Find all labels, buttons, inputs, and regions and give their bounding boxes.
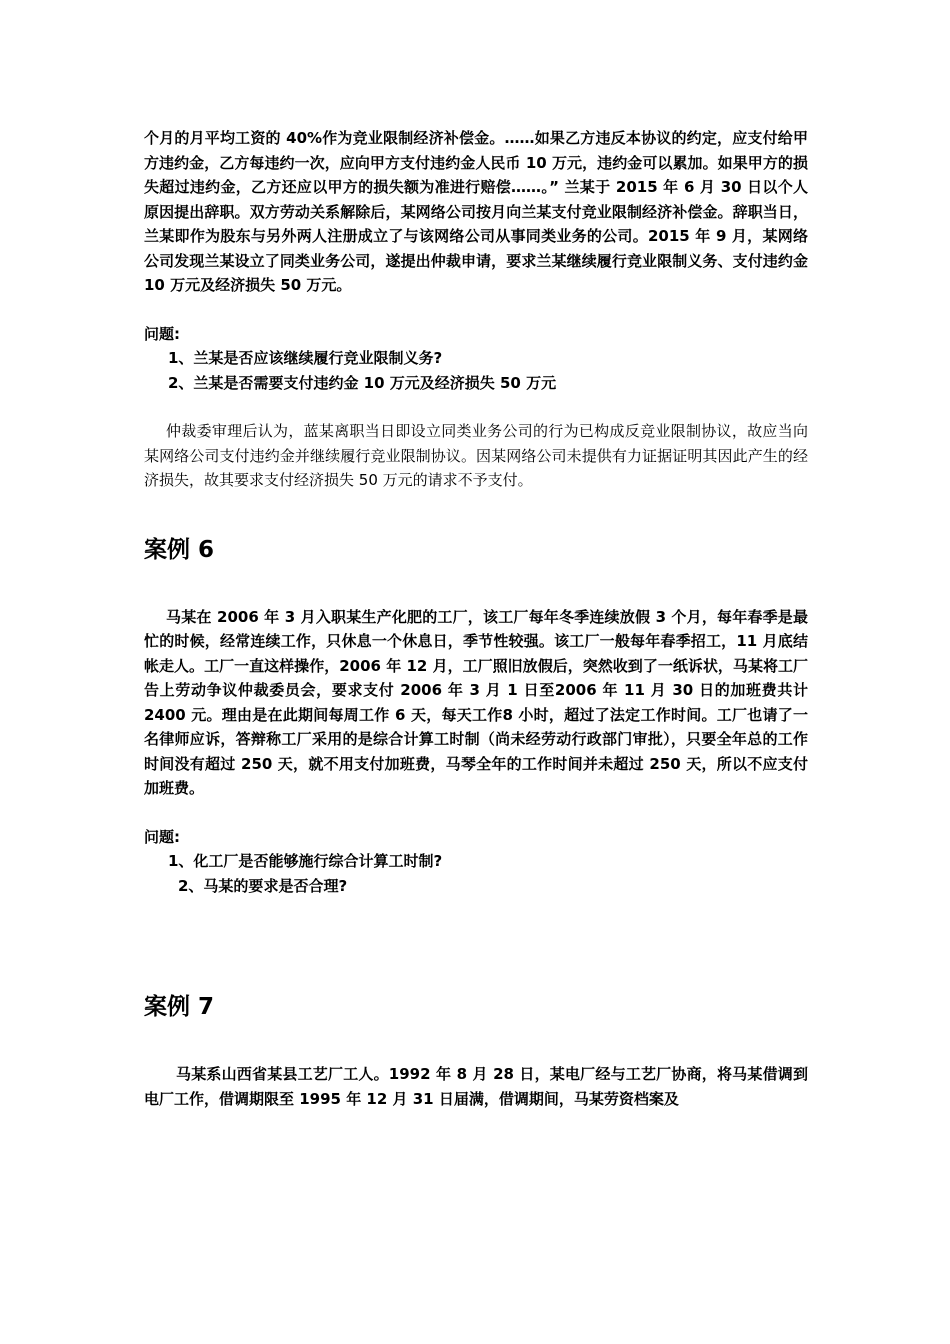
case6-questions-label: 问题:: [144, 827, 180, 846]
document-page: [144, 126, 808, 1111]
case5-facts-paragraph: 个月的月平均工资的 40%作为竞业限制经济补偿金。……如果乙方违反本协议的约定，应支付给甲方违约金，乙方每违约一次，应向甲方支付违约金人民币 10 万元，违约金可以累加。如果甲方的损失超过违约金，乙方还应以甲方的损失额为准进行赔偿……。” 兰某于 2015 年 6 月 30 日以个人原因提出辞职。双方劳动关系解除后，某网络公司按月向兰某支付竞业限制经济补偿金。辞职当日，兰某即作为股东与另外两人注册成立了与该网络公司从事同类业务的公司。2015 年 9 月，某网络公司发现兰某设立了同类业务公司，遂提出仲裁申请，要求兰某继续履行竞业限制义务、支付违约金 10 万元及经济损失 50 万元。: [144, 129, 808, 294]
spacer: [144, 1022, 808, 1062]
case7-facts-paragraph: 马某系山西省某县工艺厂工人。1992 年 8 月 28 日，某电厂经与工艺厂协商，将马某借调到电厂工作，借调期限至 1995 年 12 月 31 日届满，借调期间，马某劳资档案及: [144, 1065, 808, 1108]
case6-heading: 案例 6: [144, 536, 215, 563]
case5-question-2: 2、兰某是否需要支付违约金 10 万元及经济损失 50 万元: [168, 373, 557, 392]
spacer: [144, 395, 808, 419]
spacer: [144, 298, 808, 322]
spacer: [144, 898, 808, 992]
case7-heading: 案例 7: [144, 994, 215, 1020]
case5-answer-paragraph: 仲裁委审理后认为，蓝某离职当日即设立同类业务公司的行为已构成反竞业限制协议，故应当向某网络公司支付违约金并继续履行竞业限制协议。因某网络公司未提供有力证据证明其因此产生的经济损失，故其要求支付经济损失 50 万元的请求不予支付。: [144, 422, 808, 489]
case6-question-list: [144, 849, 808, 898]
case5-question-list: [144, 346, 808, 395]
case5-question-1: 1、兰某是否应该继续履行竞业限制义务?: [168, 349, 443, 367]
case6-question-2: 2、马某的要求是否合理?: [178, 876, 348, 895]
spacer: [144, 565, 808, 605]
case5-questions-label: 问题:: [144, 324, 180, 343]
case6-question-1: 1、化工厂是否能够施行综合计算工时制?: [168, 852, 443, 870]
spacer: [144, 493, 808, 535]
case6-facts-paragraph: 马某在 2006 年 3 月入职某生产化肥的工厂，该工厂每年冬季连续放假 3 个月，每年春季是最忙的时候，经常连续工作，只休息一个休息日，季节性较强。该工厂一般每年春季招工，11 月底结帐走人。工厂一直这样操作，2006 年 12 月，工厂照旧放假后，突然收到了一纸诉状，马某将工厂告上劳动争议仲裁委员会，要求支付 2006 年 3 月 1 日至2006 年 11 月 30 日的加班费共计 2400 元。理由是在此期间每周工作 6 天，每天工作8 小时，超过了法定工作时间。工厂也请了一名律师应诉，答辩称工厂采用的是综合计算工时制（尚未经劳动行政部门审批），只要全年总的工作时间没有超过 250 天，就不用支付加班费，马琴全年的工作时间并未超过 250 天，所以不应支付加班费。: [144, 607, 808, 797]
spacer: [144, 801, 808, 825]
